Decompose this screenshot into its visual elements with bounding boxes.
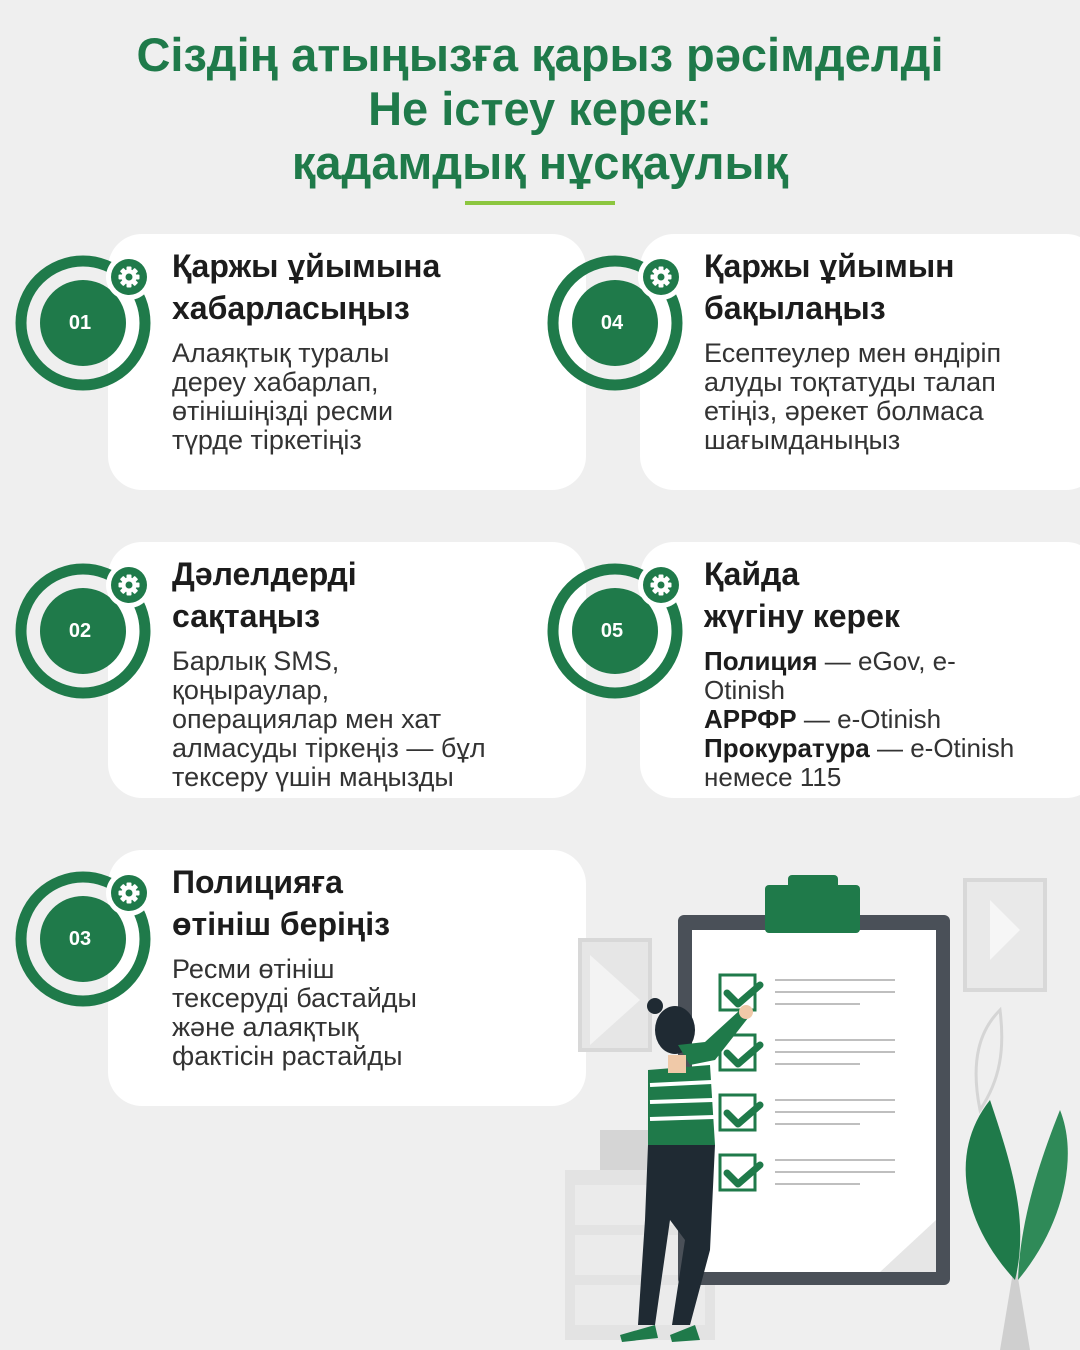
step-text-05: Полиция — eGov, e- Otinish АРРФР — e-Otinish Прокуратура — e-Otinish немесе 115 xyxy=(704,646,1015,792)
gear-icon xyxy=(651,267,672,288)
contact-entry-arrfr: АРРФР — e-Otinish xyxy=(704,704,942,734)
gear-icon xyxy=(119,267,140,288)
step-title-03: Полицияға өтініш беріңіз xyxy=(172,864,391,942)
step-number-02: 02 xyxy=(68,620,92,642)
step-title-02: Дәлелдерді сақтаңыз xyxy=(172,556,357,634)
contact-entry-prosecutor: Прокуратура — e-Otinish xyxy=(704,733,1015,763)
title-line-1: Сіздің атыңызға қарыз рәсімделді xyxy=(136,28,944,81)
step-title-01: Қаржы ұйымына хабарласыңыз xyxy=(172,248,441,326)
contact-entry-police: Полиция — eGov, e- xyxy=(704,646,956,676)
title-underline xyxy=(465,201,615,205)
step-text-03: Ресми өтініш тексеруді бастайды және алаяқтық фактісін растайды xyxy=(172,954,417,1071)
step-text-02: Барлық SMS, қоңыраулар, операциялар мен хат алмасуды тіркеңіз — бұл тексеру үшін маңызды xyxy=(172,646,486,792)
step-text-04: Есептеулер мен өндіріп алуды тоқтатуды талап етіңіз, әрекет болмаса шағымданыңыз xyxy=(704,338,1002,455)
title-line-2: Не істеу керек: xyxy=(368,82,712,135)
step-number-05: 05 xyxy=(600,620,624,642)
page-title xyxy=(0,28,1080,190)
checklist-clipboard-illustration xyxy=(560,860,1080,1350)
gear-icon xyxy=(119,883,140,904)
step-title-05: Қайда жүгіну керек xyxy=(704,556,900,634)
step-number-04: 04 xyxy=(600,312,624,334)
step-title-04: Қаржы ұйымын бақылаңыз xyxy=(704,248,955,326)
step-number-01: 01 xyxy=(68,312,92,334)
gear-icon xyxy=(651,575,672,596)
step-number-03: 03 xyxy=(68,928,92,950)
title-line-3: қадамдық нұсқаулық xyxy=(291,136,789,189)
gear-icon xyxy=(119,575,140,596)
step-text-01: Алаяқтық туралы дереу хабарлап, өтінішіңізді ресми түрде тіркетіңіз xyxy=(172,338,394,455)
